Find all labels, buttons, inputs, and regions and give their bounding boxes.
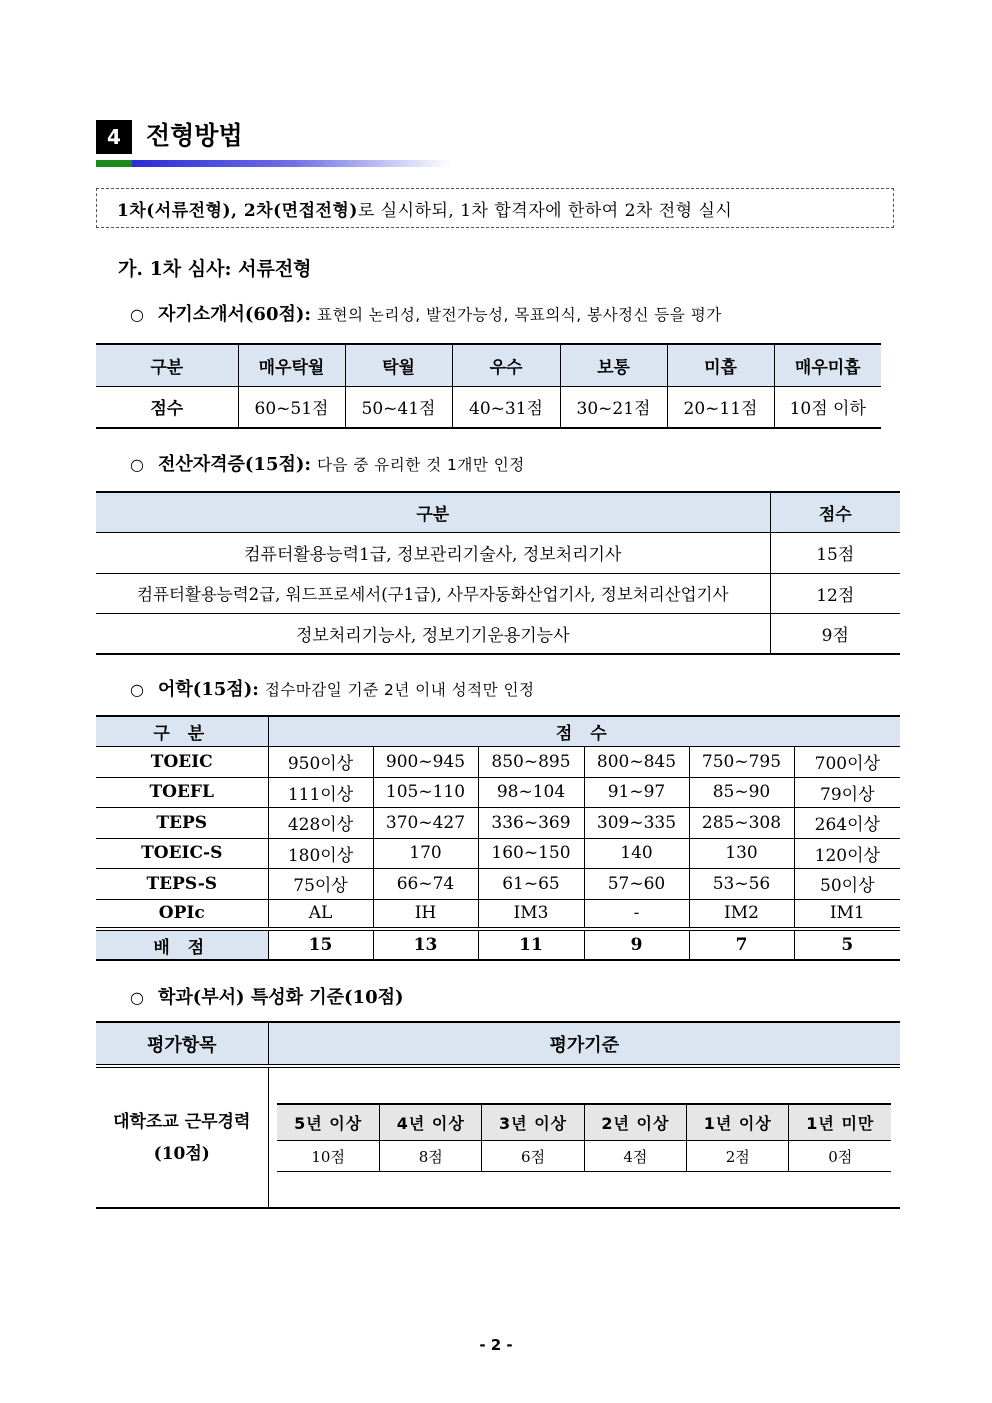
dept-level: 1년 미만 [789, 1104, 891, 1141]
cert-row-2-name: 정보처리기능사, 정보기기운용기능사 [96, 613, 770, 654]
lang-cell: 950이상 [268, 746, 373, 777]
lang-cell: 309~335 [584, 807, 689, 838]
cert-bullet-line [130, 450, 525, 476]
section-title: 전형방법 [146, 121, 243, 150]
cert-row-1-score: 12점 [770, 573, 900, 613]
cert-label: 전산자격증(15점): [157, 454, 312, 475]
dept-item [96, 1066, 268, 1208]
lang-label: 어학(15점): [157, 679, 259, 700]
lang-test-toefl: TOEFL [96, 777, 268, 807]
subsection-title: 가. 1차 심사: 서류전형 [118, 258, 312, 280]
dept-score: 6점 [482, 1141, 584, 1172]
lang-cell: 111이상 [268, 777, 373, 807]
lang-cell: AL [268, 899, 373, 929]
lang-cell: - [584, 899, 689, 929]
lang-points: 5 [794, 929, 900, 960]
lang-cell: 130 [689, 838, 794, 868]
intro-desc: 표현의 논리성, 발전가능성, 목표의식, 봉사정신 등을 평가 [317, 306, 722, 324]
lang-test-teps: TEPS [96, 807, 268, 838]
intro-header-3: 우수 [452, 344, 560, 386]
lang-header-left: 구 분 [96, 716, 268, 746]
lang-cell: 120이상 [794, 838, 900, 868]
dept-score: 0점 [789, 1141, 891, 1172]
lang-points-label: 배 점 [96, 929, 268, 960]
intro-header-5: 미흡 [667, 344, 774, 386]
lang-cell: 53~56 [689, 868, 794, 899]
lang-cell: 370~427 [373, 807, 478, 838]
summary-text: 로 실시하되, 1차 합격자에 한하여 2차 전형 실시 [357, 200, 733, 221]
intro-cell-4: 30~21점 [560, 386, 667, 428]
dept-score: 10점 [277, 1141, 379, 1172]
cert-row-2-score: 9점 [770, 613, 900, 654]
dept-level-table [277, 1103, 891, 1172]
intro-label: 자기소개서(60점): [157, 304, 312, 325]
dept-header-right: 평가기준 [268, 1022, 900, 1066]
lang-points: 15 [268, 929, 373, 960]
lang-points: 11 [478, 929, 584, 960]
lang-points: 7 [689, 929, 794, 960]
section-number: 4 [96, 120, 132, 154]
lang-cell: 98~104 [478, 777, 584, 807]
intro-cell-1: 60~51점 [238, 386, 345, 428]
summary-bold: 1차(서류전형), 2차(면접전형) [117, 200, 358, 221]
lang-cell: 700이상 [794, 746, 900, 777]
lang-cell: 750~795 [689, 746, 794, 777]
lang-cell: IM3 [478, 899, 584, 929]
cert-desc: 다음 중 유리한 것 1개만 인정 [317, 456, 525, 474]
bullet-icon: ○ [130, 680, 144, 699]
lang-cell: 66~74 [373, 868, 478, 899]
cert-row-0-name: 컴퓨터활용능력1급, 정보관리기술사, 정보처리기사 [96, 532, 770, 573]
lang-bullet-line [130, 675, 534, 701]
dept-criteria-cell [268, 1066, 900, 1208]
cert-header-1: 점수 [770, 492, 900, 532]
lang-cell: IM2 [689, 899, 794, 929]
dept-score: 8점 [380, 1141, 482, 1172]
lang-cell: 85~90 [689, 777, 794, 807]
lang-score-table [96, 715, 900, 961]
dept-item-line2: (10점) [153, 1143, 210, 1164]
lang-test-toeic-s: TOEIC-S [96, 838, 268, 868]
lang-cell: 91~97 [584, 777, 689, 807]
lang-cell: 57~60 [584, 868, 689, 899]
intro-header-0: 구분 [96, 344, 238, 386]
intro-cell-0: 점수 [96, 386, 238, 428]
lang-points: 9 [584, 929, 689, 960]
lang-cell: 285~308 [689, 807, 794, 838]
lang-cell: 50이상 [794, 868, 900, 899]
dept-header-left: 평가항목 [96, 1022, 268, 1066]
cert-score-table [96, 491, 900, 655]
lang-test-opic: OPIc [96, 899, 268, 929]
intro-cell-2: 50~41점 [345, 386, 452, 428]
dept-score: 2점 [687, 1141, 789, 1172]
intro-cell-5: 20~11점 [667, 386, 774, 428]
lang-cell: 336~369 [478, 807, 584, 838]
cert-row-1-name: 컴퓨터활용능력2급, 워드프로세서(구1급), 사무자동화산업기사, 정보처리산업기사 [96, 573, 770, 613]
dept-level: 4년 이상 [380, 1104, 482, 1141]
intro-header-6: 매우미흡 [774, 344, 881, 386]
bullet-icon: ○ [130, 988, 144, 1007]
dept-level: 3년 이상 [482, 1104, 584, 1141]
cert-row-0-score: 15점 [770, 532, 900, 573]
lang-cell: 79이상 [794, 777, 900, 807]
dept-item-line1: 대학조교 근무경력 [113, 1111, 251, 1132]
lang-cell: 75이상 [268, 868, 373, 899]
intro-header-4: 보통 [560, 344, 667, 386]
lang-cell: 900~945 [373, 746, 478, 777]
lang-test-teps-s: TEPS-S [96, 868, 268, 899]
dept-bullet-line [130, 983, 404, 1009]
lang-cell: 180이상 [268, 838, 373, 868]
lang-desc: 접수마감일 기준 2년 이내 성적만 인정 [264, 681, 535, 699]
intro-header-1: 매우탁월 [238, 344, 345, 386]
lang-points: 13 [373, 929, 478, 960]
dept-criteria-table [96, 1021, 900, 1209]
intro-cell-6: 10점 이하 [774, 386, 881, 428]
bullet-icon: ○ [130, 305, 144, 324]
lang-cell: 160~150 [478, 838, 584, 868]
lang-test-toeic: TOEIC [96, 746, 268, 777]
lang-cell: 428이상 [268, 807, 373, 838]
lang-cell: 850~895 [478, 746, 584, 777]
lang-header-right: 점 수 [268, 716, 900, 746]
section-underline-gradient [132, 160, 452, 167]
lang-cell: 140 [584, 838, 689, 868]
cert-header-0: 구분 [96, 492, 770, 532]
dept-level: 5년 이상 [277, 1104, 379, 1141]
intro-header-2: 탁월 [345, 344, 452, 386]
lang-cell: IH [373, 899, 478, 929]
bullet-icon: ○ [130, 455, 144, 474]
lang-cell: 264이상 [794, 807, 900, 838]
intro-score-table [96, 343, 881, 429]
lang-cell: 800~845 [584, 746, 689, 777]
lang-cell: 105~110 [373, 777, 478, 807]
lang-cell: 61~65 [478, 868, 584, 899]
dept-score: 4점 [584, 1141, 686, 1172]
summary-box [96, 188, 894, 228]
intro-cell-3: 40~31점 [452, 386, 560, 428]
section-underline-green [96, 160, 132, 167]
dept-level: 2년 이상 [584, 1104, 686, 1141]
intro-bullet-line [130, 300, 722, 326]
lang-cell: IM1 [794, 899, 900, 929]
lang-cell: 170 [373, 838, 478, 868]
dept-level: 1년 이상 [687, 1104, 789, 1141]
page-number: - 2 - [479, 1336, 513, 1354]
dept-label: 학과(부서) 특성화 기준(10점) [157, 987, 404, 1008]
